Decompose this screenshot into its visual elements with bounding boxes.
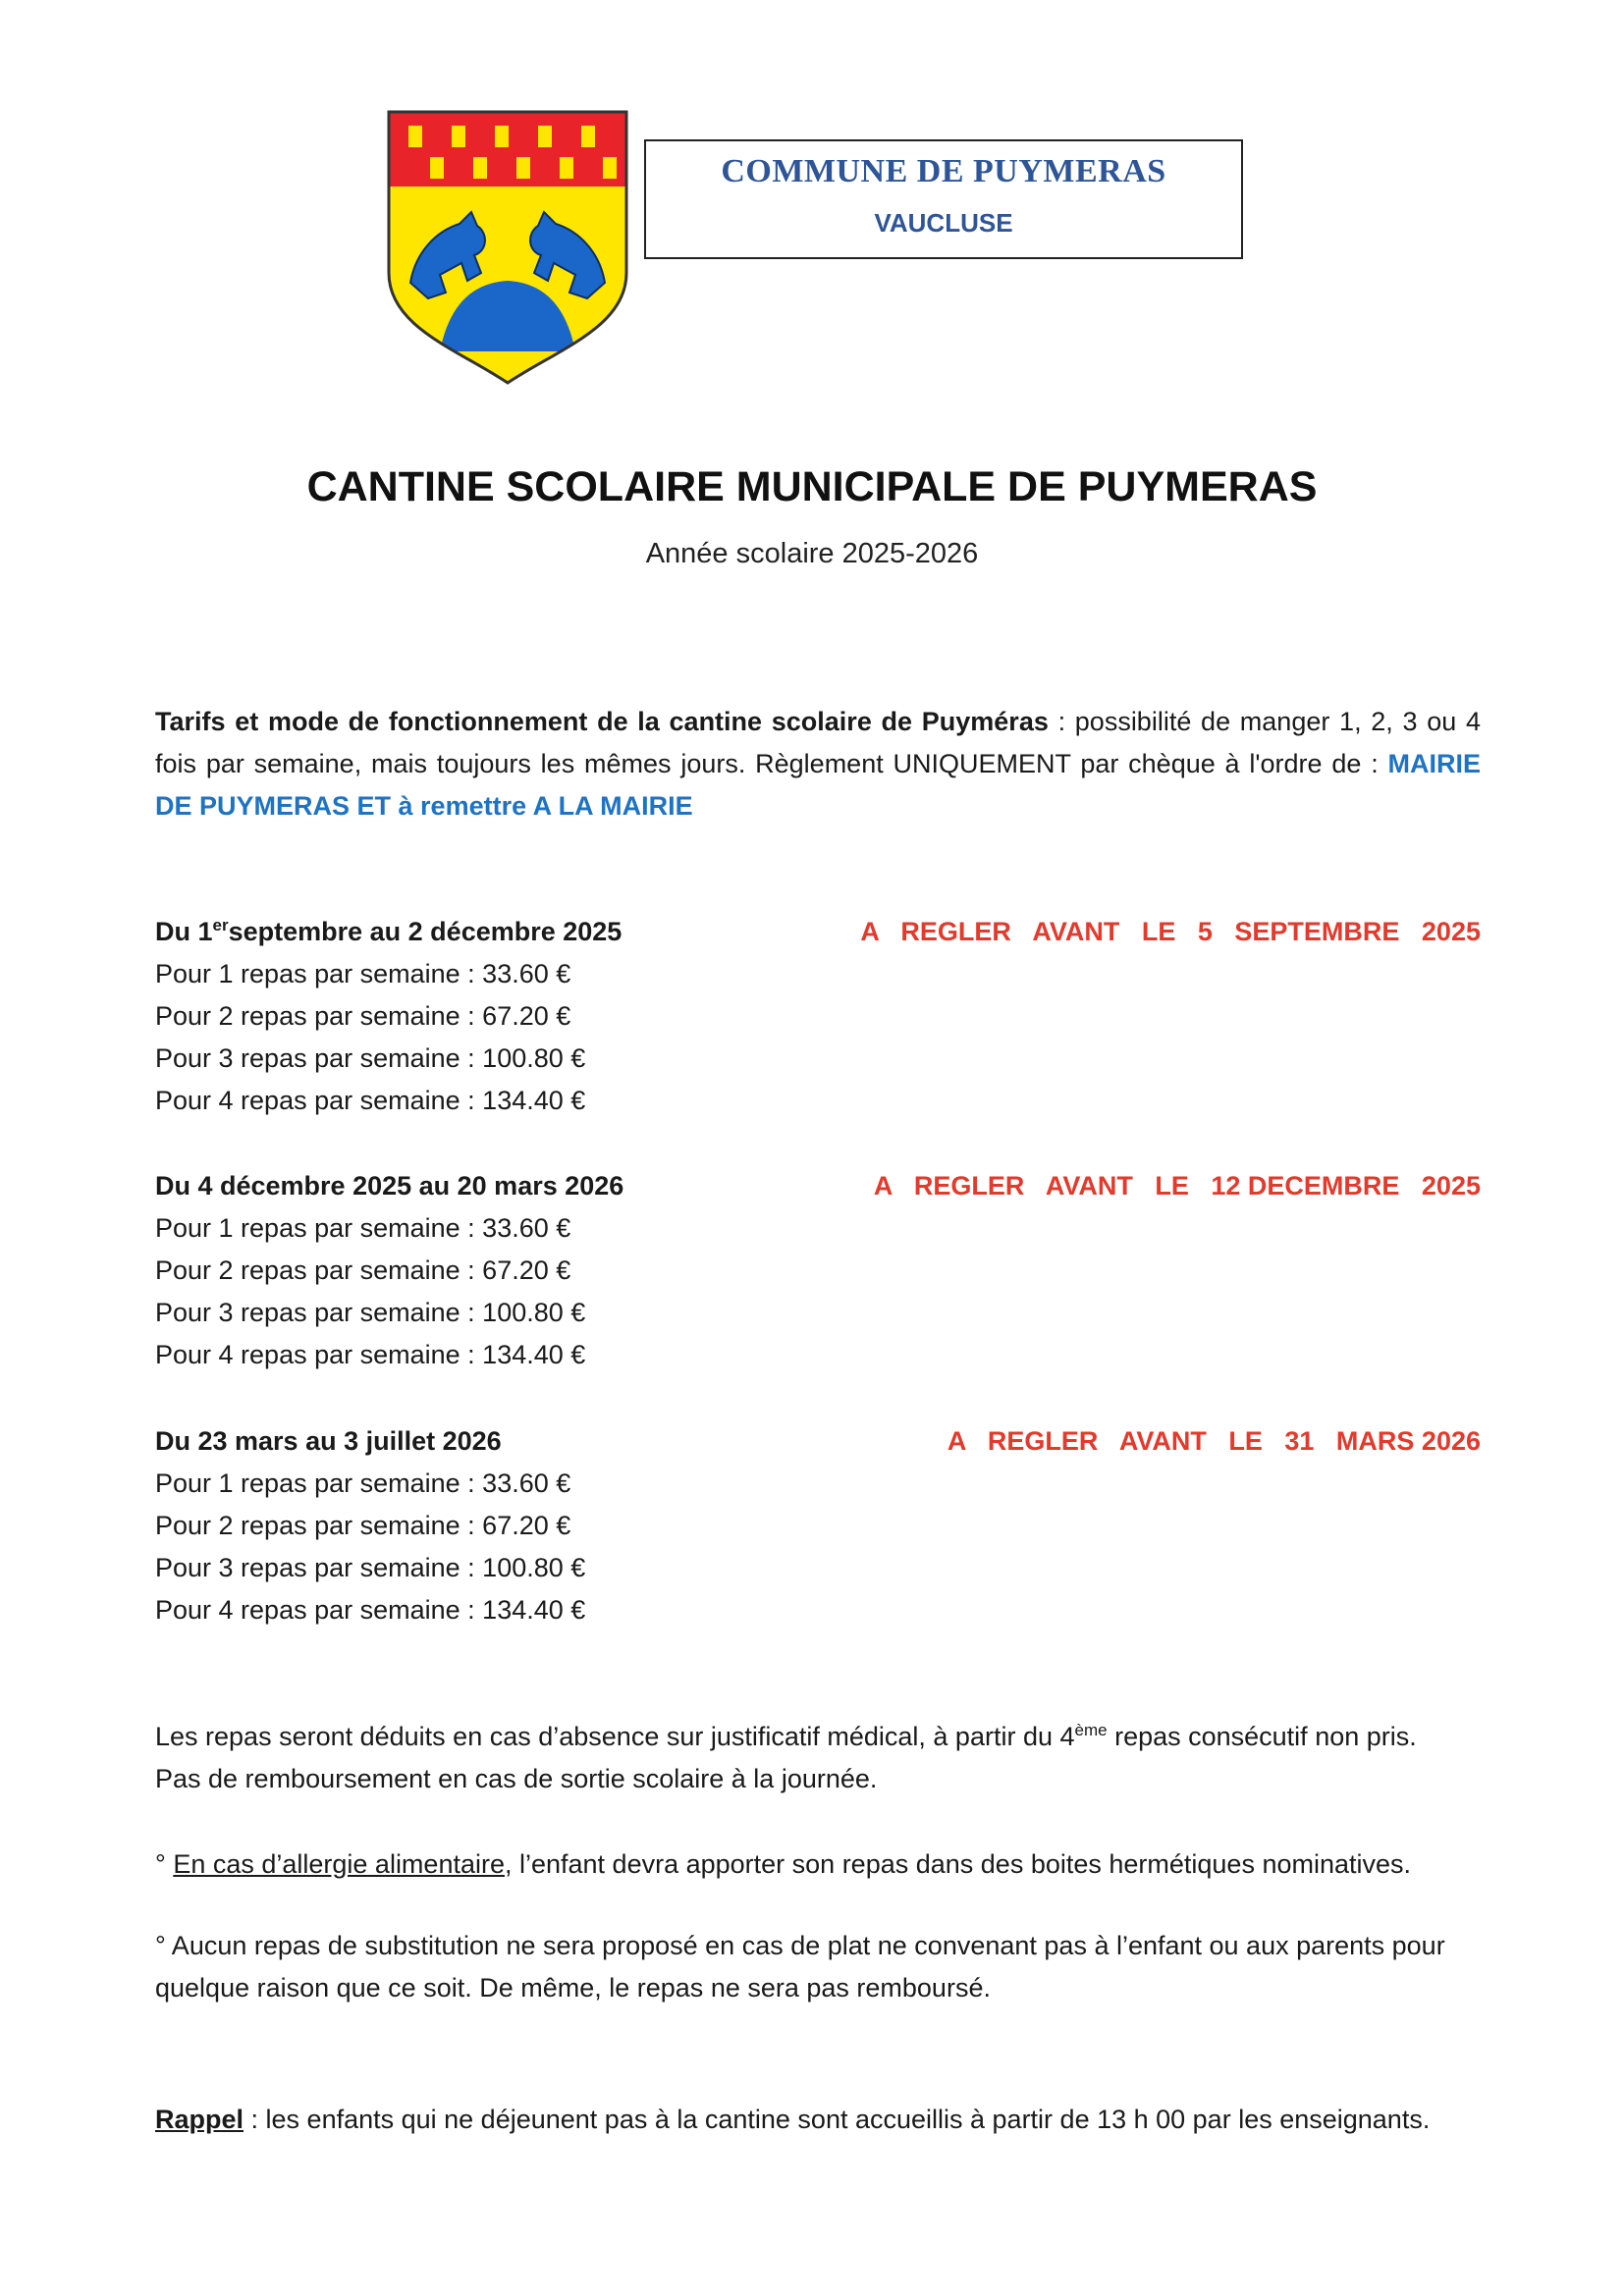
allergy-underlined: En cas d’allergie alimentaire — [173, 1849, 505, 1879]
period-block-2 — [155, 1165, 1481, 1376]
payment-deadline: A REGLER AVANT LE 31 MARS 2026 — [947, 1426, 1481, 1456]
price-line: Pour 3 repas par semaine : 100.80 € — [155, 1043, 586, 1073]
period-dates: Du 1erseptembre au 2 décembre 2025 — [155, 916, 623, 946]
intro-payee: MAIRIE DE PUYMERAS ET à remettre A LA MAIRIE — [155, 749, 1481, 821]
price-line: Pour 2 repas par semaine : 67.20 € — [155, 1001, 571, 1031]
reminder-note — [155, 2099, 1481, 2141]
intro-text: : possibilité de manger 1, 2, 3 ou 4 fois par semaine, mais toujours les mêmes jours. Règlement UNIQUEMENT par chèque à l'ordre de : — [155, 707, 1481, 778]
period-block-3 — [155, 1420, 1481, 1631]
price-line: Pour 1 repas par semaine : 33.60 € — [155, 1468, 571, 1498]
period-dates: Du 4 décembre 2025 au 20 mars 2026 — [155, 1171, 624, 1201]
deduction-note: Les repas seront déduits en cas d’absence sur justificatif médical, à partir du 4ème repas consécutif non pris. Pas de remboursement en cas de sortie scolaire à la journée. — [155, 1716, 1481, 1800]
page-title: CANTINE SCOLAIRE MUNICIPALE DE PUYMERAS — [306, 463, 1318, 510]
substitution-note: ° Aucun repas de substitution ne sera proposé en cas de plat ne convenant pas à l’enfant ou aux parents pour quelque raison que ce soit. De même, le repas ne sera pas remboursé. — [155, 1931, 1445, 2002]
price-line: Pour 3 repas par semaine : 100.80 € — [155, 1553, 586, 1582]
department-name: VAUCLUSE — [874, 208, 1013, 238]
commune-name: COMMUNE DE PUYMERAS — [721, 153, 1166, 189]
page-subtitle: Année scolaire 2025-2026 — [645, 538, 979, 569]
reminder-label: Rappel — [155, 2105, 244, 2134]
price-line: Pour 4 repas par semaine : 134.40 € — [155, 1340, 586, 1369]
price-line: Pour 2 repas par semaine : 67.20 € — [155, 1511, 571, 1540]
commune-header-box — [644, 139, 1243, 259]
price-line: Pour 4 repas par semaine : 134.40 € — [155, 1595, 586, 1625]
payment-deadline: A REGLER AVANT LE 12 DECEMBRE 2025 — [873, 1171, 1481, 1201]
price-line: Pour 2 repas par semaine : 67.20 € — [155, 1255, 571, 1285]
reminder-text: : les enfants qui ne déjeunent pas à la cantine sont accueillis à partir de 13 h 00 par les enseignants. — [244, 2105, 1431, 2134]
price-line: Pour 1 repas par semaine : 33.60 € — [155, 1213, 571, 1243]
price-line: Pour 4 repas par semaine : 134.40 € — [155, 1086, 586, 1115]
no-refund-note: Pas de remboursement en cas de sortie scolaire à la journée. — [155, 1764, 878, 1793]
intro-bold-lead: Tarifs et mode de fonctionnement de la cantine scolaire de Puyméras — [155, 707, 1049, 736]
intro-paragraph — [155, 701, 1481, 828]
allergy-note: ° En cas d’allergie alimentaire, l’enfant devra apporter son repas dans des boites hermétiques nominatives. — [155, 1849, 1412, 1879]
period-block-1 — [155, 911, 1481, 1122]
price-line: Pour 3 repas par semaine : 100.80 € — [155, 1298, 586, 1327]
coat-of-arms-logo — [381, 106, 634, 391]
price-line: Pour 1 repas par semaine : 33.60 € — [155, 959, 571, 988]
payment-deadline: A REGLER AVANT LE 5 SEPTEMBRE 2025 — [860, 917, 1481, 946]
period-dates: Du 23 mars au 3 juillet 2026 — [155, 1426, 502, 1456]
